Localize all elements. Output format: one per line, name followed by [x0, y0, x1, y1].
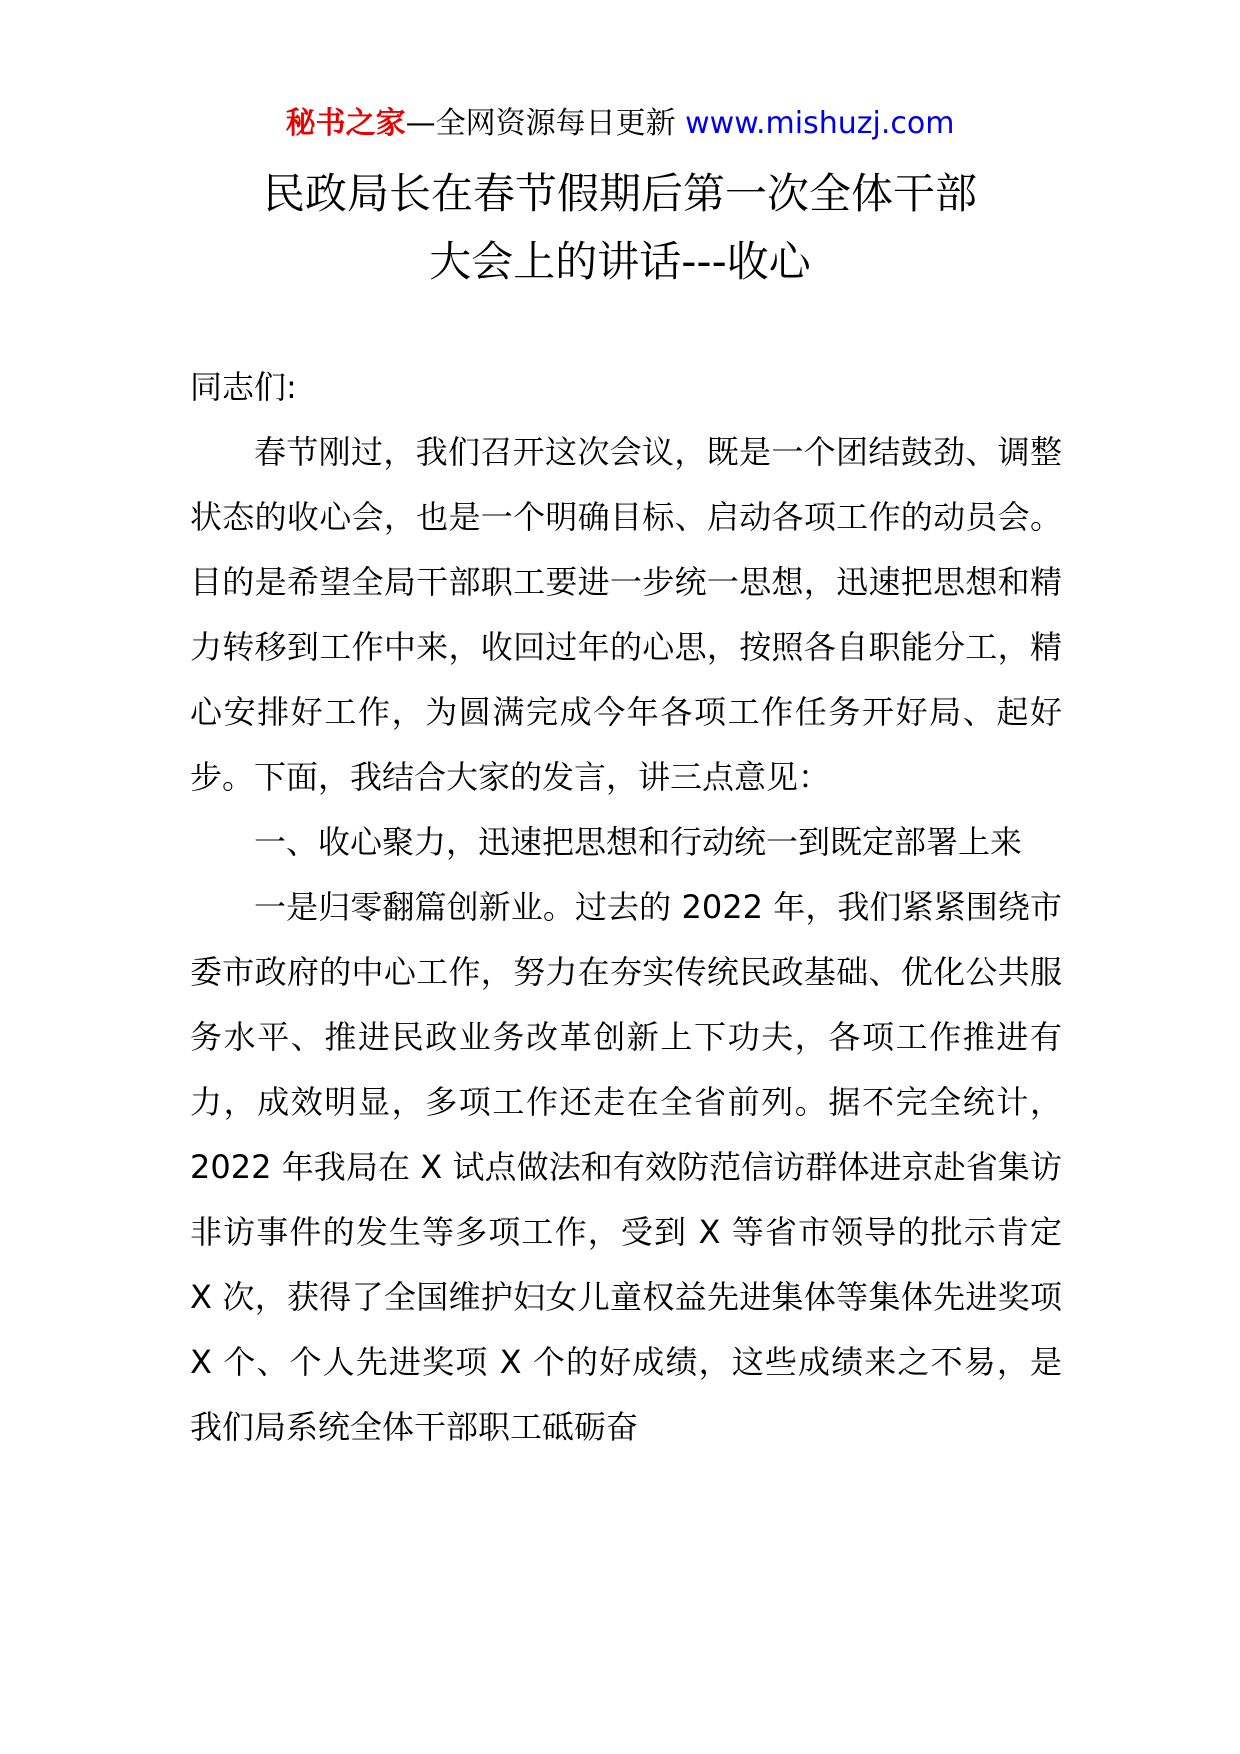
brand-name: 秘书之家: [285, 106, 406, 141]
document-title: [0, 160, 1240, 296]
section-heading-1: 一、收心聚力，迅速把思想和行动统一到既定部署上来: [254, 823, 1023, 861]
site-url-link[interactable]: www.mishuzj.com: [685, 106, 955, 141]
salutation: 同志们:: [190, 368, 297, 406]
document-body: [190, 355, 1062, 1460]
paragraph-intro: 春节刚过，我们召开这次会议，既是一个团结鼓劲、调整状态的收心会，也是一个明确目标、启动各项工作的动员会。目的是希望全局干部职工要进一步统一思想，迅速把思想和精力转移到工作中来，收回过年的心思，按照各自职能分工，精心安排好工作，为圆满完成今年各项工作任务开好局、起好步。下面，我结合大家的发言，讲三点意见：: [190, 433, 1062, 796]
title-line-2: 大会上的讲话---收心: [429, 237, 811, 286]
title-line-1: 民政局长在春节假期后第一次全体干部: [262, 169, 977, 218]
site-header: [0, 102, 1240, 146]
header-tagline: —全网资源每日更新: [405, 106, 686, 141]
paragraph-section-1: 一是归零翻篇创新业。过去的 2022 年，我们紧紧围绕市委市政府的中心工作，努力在夯实传统民政基础、优化公共服务水平、推进民政业务改革创新上下功夫，各项工作推进有力，成效明显，多项工作还走在全省前列。据不完全统计，2022 年我局在 X 试点做法和有效防范信访群体进京赴省集访非访事件的发生等多项工作，受到 X 等省市领导的批示肯定 X 次，获得了全国维护妇女儿童权益先进集体等集体先进奖项 X 个、个人先进奖项 X 个的好成绩，这些成绩来之不易，是我们局系统全体干部职工砥砺奋: [190, 888, 1062, 1446]
